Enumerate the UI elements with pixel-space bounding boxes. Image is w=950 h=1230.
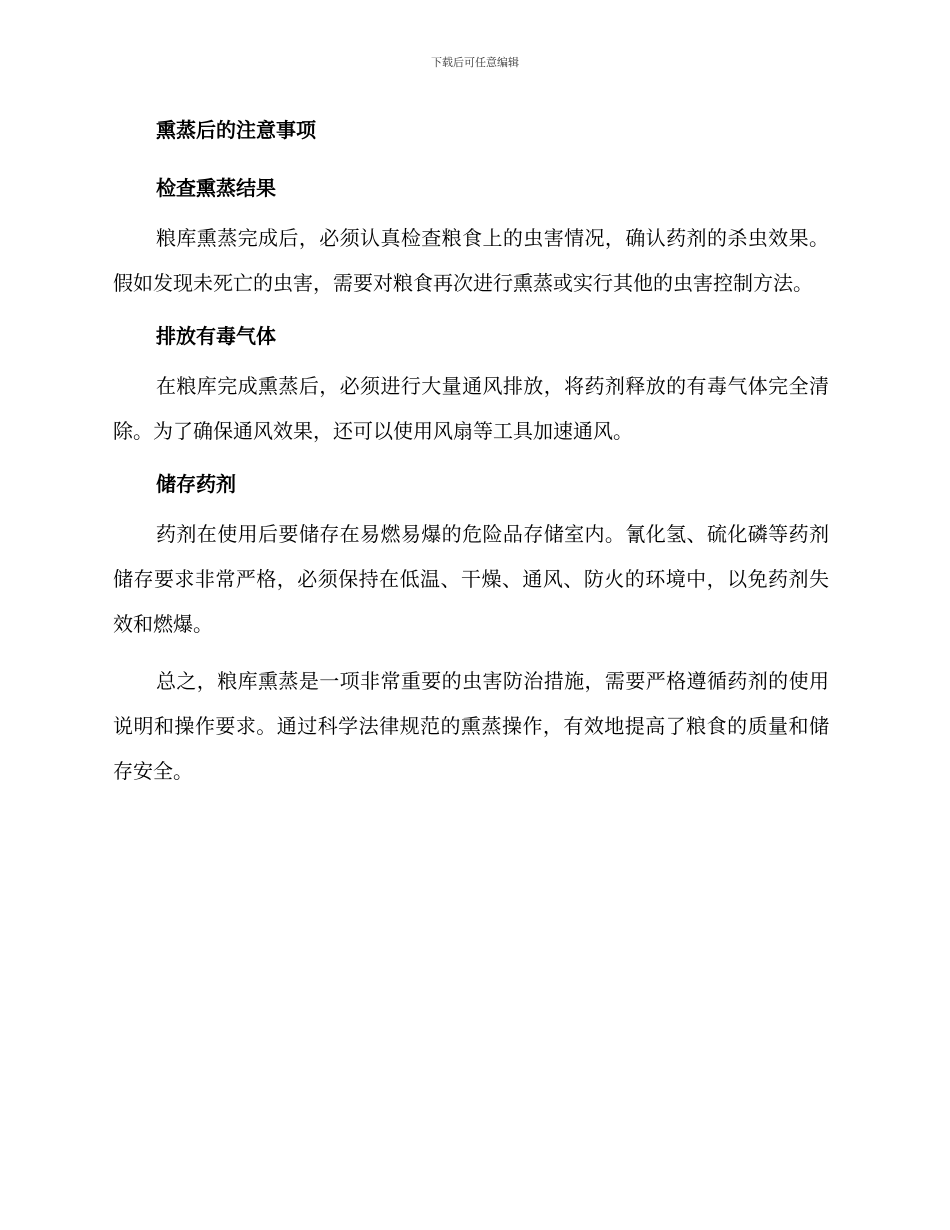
document-title: 熏蒸后的注意事项	[156, 118, 316, 142]
section-paragraph: 药剂在使用后要储存在易燃易爆的危险品存储室内。氰化氢、硫化磷等药剂储存要求非常严格，必须保持在低温、干燥、通风、防火的环境中，以免药剂失效和燃爆。	[113, 522, 829, 636]
section-heading: 检查熏蒸结果	[156, 176, 276, 200]
section-paragraph: 粮库熏蒸完成后，必须认真检查粮食上的虫害情况，确认药剂的杀虫效果。假如发现未死亡的虫害，需要对粮食再次进行熏蒸或实行其他的虫害控制方法。	[113, 226, 829, 295]
conclusion-paragraph: 总之，粮库熏蒸是一项非常重要的虫害防治措施，需要严格遵循药剂的使用说明和操作要求。通过科学法律规范的熏蒸操作，有效地提高了粮食的质量和储存安全。	[113, 669, 829, 783]
document-body	[113, 112, 829, 794]
section-paragraph: 在粮库完成熏蒸后，必须进行大量通风排放，将药剂释放的有毒气体完全清除。为了确保通风效果，还可以使用风扇等工具加速通风。	[113, 374, 829, 443]
page-header: 下载后可任意编辑	[431, 56, 519, 69]
section-heading: 储存药剂	[156, 472, 236, 496]
section-heading: 排放有毒气体	[156, 324, 276, 348]
